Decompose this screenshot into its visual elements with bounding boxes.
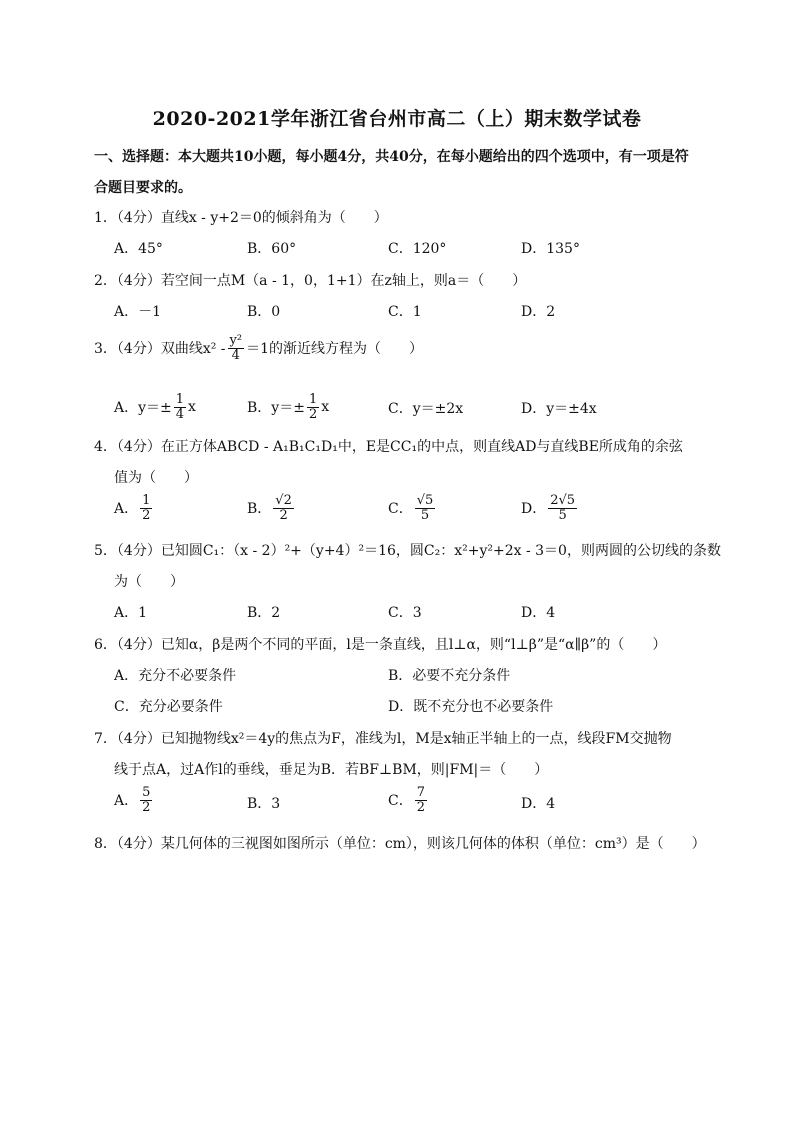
q3-b-frac xyxy=(307,393,319,421)
q4-d-den: 5 xyxy=(558,507,567,523)
q4-c-num: √5 xyxy=(416,493,434,508)
q5-option-d[interactable]: D．4 xyxy=(521,605,556,621)
q4-c-den: 5 xyxy=(420,507,430,523)
q5-option-b[interactable]: B．2 xyxy=(247,605,281,621)
q4-a-pre: A． xyxy=(114,501,139,518)
question-7-stem-line2: 线于点A，过A作l的垂线，垂足为B．若BF⊥BM，则|FM|＝（ ） xyxy=(114,762,549,778)
q3-option-a[interactable] xyxy=(114,393,196,421)
q1-option-c[interactable]: C．120° xyxy=(388,241,447,257)
question-7-stem-line1: 7．（4分）已知抛物线x²＝4y的焦点为F，准线为l，M是x轴正半轴上的一点，线段FM交抛物 xyxy=(94,731,672,747)
question-1-stem: 1．（4分）直线x - y+2＝0的倾斜角为（ ） xyxy=(94,210,388,226)
question-2-stem: 2．（4分）若空间一点M（a - 1，0，1+1）在z轴上，则a＝（ ） xyxy=(94,273,527,289)
q4-b-den: 2 xyxy=(279,507,288,523)
q3-b-pre: B．y＝± xyxy=(247,400,305,417)
q7-c-pre: C． xyxy=(388,793,413,810)
q7-option-d[interactable]: D．4 xyxy=(521,796,556,812)
question-8-stem: 8．（4分）某几何体的三视图如图所示（单位：cm），则该几何体的体积（单位：cm³）是（ ） xyxy=(94,836,706,852)
q3-option-d[interactable]: D．y＝±4x xyxy=(521,401,597,417)
q4-d-num: 2√5 xyxy=(550,493,576,508)
q3-fraction xyxy=(228,334,245,362)
page-title: 2020-2021学年浙江省台州市高二（上）期末数学试卷 xyxy=(152,108,642,130)
q1-option-a[interactable]: A．45° xyxy=(114,241,163,257)
q1-option-b[interactable]: B．60° xyxy=(247,241,297,257)
q2-option-d[interactable]: D．2 xyxy=(521,304,556,320)
q7-a-den: 2 xyxy=(142,799,151,815)
q3-stem-a: 3．（4分）双曲线x² - xyxy=(94,341,226,358)
question-5-stem-line2: 为（ ） xyxy=(114,574,184,590)
q7-option-b[interactable]: B．3 xyxy=(247,796,281,812)
q7-a-num: 5 xyxy=(142,785,151,800)
q3-stem-b: ＝1的渐近线方程为（ ） xyxy=(246,341,423,358)
question-3-stem xyxy=(94,334,423,362)
q4-b-num: √2 xyxy=(275,493,292,508)
q3-frac-num: y² xyxy=(229,333,243,348)
q4-option-d[interactable] xyxy=(521,494,579,522)
question-4-stem-line2: 值为（ ） xyxy=(114,470,198,486)
q2-option-b[interactable]: B．0 xyxy=(247,304,281,320)
q3-frac-den: 4 xyxy=(231,347,240,363)
q4-option-b[interactable] xyxy=(247,494,296,522)
q4-a-frac xyxy=(140,494,152,522)
q7-c-frac xyxy=(415,786,427,814)
q6-option-c[interactable]: C．充分必要条件 xyxy=(114,699,223,715)
q3-a-post: x xyxy=(188,399,196,416)
question-5-stem-line1: 5．（4分）已知圆C₁：（x - 2）²+（y+4）²＝16，圆C₂：x²+y²+2x - 3＝0，则两圆的公切线的条数 xyxy=(94,543,721,559)
q3-option-c[interactable]: C．y＝±2x xyxy=(388,401,464,417)
section-heading-line2: 合题目要求的。 xyxy=(94,180,192,196)
q4-c-pre: C． xyxy=(388,501,413,518)
q4-b-pre: B． xyxy=(247,501,272,518)
q7-option-a[interactable] xyxy=(114,786,154,814)
section-heading-line1: 一、选择题：本大题共10小题，每小题4分，共40分，在每小题给出的四个选项中，有一项是符 xyxy=(94,149,689,165)
q6-option-a[interactable]: A．充分不必要条件 xyxy=(114,668,237,684)
q7-option-c[interactable] xyxy=(388,786,429,814)
q3-b-den: 2 xyxy=(308,406,318,422)
q5-option-a[interactable]: A．1 xyxy=(114,605,148,621)
q4-option-a[interactable] xyxy=(114,494,154,522)
q6-option-b[interactable]: B．必要不充分条件 xyxy=(388,668,511,684)
q4-d-frac xyxy=(548,494,577,522)
q6-option-d[interactable]: D．既不充分也不必要条件 xyxy=(388,699,554,715)
q3-a-num: 1 xyxy=(175,392,185,407)
q4-b-frac xyxy=(273,494,294,522)
q4-c-frac xyxy=(415,494,436,522)
q4-a-num: 1 xyxy=(142,493,151,508)
q7-c-den: 2 xyxy=(416,799,425,815)
q4-option-c[interactable] xyxy=(388,494,437,522)
q3-option-b[interactable] xyxy=(247,393,329,421)
q7-a-pre: A． xyxy=(114,793,139,810)
q4-d-pre: D． xyxy=(521,501,547,518)
q3-b-post: x xyxy=(321,399,330,416)
question-6-stem: 6．（4分）已知α，β是两个不同的平面，l是一条直线，且l⊥α，则“l⊥β”是“α∥β”的（ ） xyxy=(94,637,667,653)
q3-a-frac xyxy=(174,393,186,421)
q1-option-d[interactable]: D．135° xyxy=(521,241,580,257)
q3-a-den: 4 xyxy=(175,406,185,422)
q3-b-num: 1 xyxy=(308,392,318,407)
q4-a-den: 2 xyxy=(142,507,151,523)
q7-a-frac xyxy=(140,786,152,814)
question-4-stem-line1: 4．（4分）在正方体ABCD - A₁B₁C₁D₁中，E是CC₁的中点，则直线AD与直线BE所成角的余弦 xyxy=(94,439,683,455)
q2-option-c[interactable]: C．1 xyxy=(388,304,422,320)
q7-c-num: 7 xyxy=(416,785,425,800)
q3-a-pre: A．y＝± xyxy=(114,400,172,417)
q5-option-c[interactable]: C．3 xyxy=(388,605,422,621)
q2-option-a[interactable]: A．－1 xyxy=(114,304,162,320)
